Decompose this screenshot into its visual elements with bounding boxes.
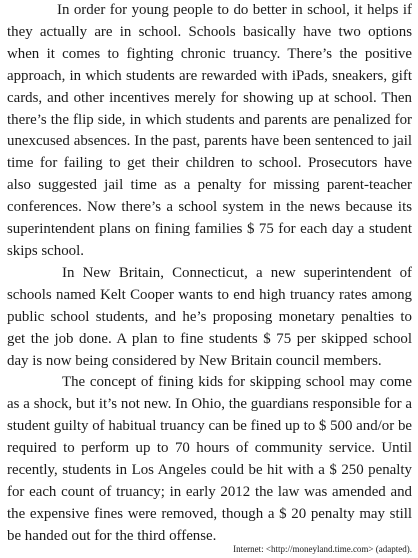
source-citation: Internet: <http://moneyland.time.com> (adapted). [233, 544, 412, 554]
paragraph-3: The concept of fining kids for skipping school may come as a shock, but it’s not new. In Ohio, the guardians responsible for a student guilty of habitual truancy can be fined up to $ 500 and/or be required to perform up to 70 hours of community service. Until recently, students in Los Angeles could be hit with a $ 250 penalty for each count of truancy; in early 2012 the law was amended and the expensive fines were removed, though a $ 20 penalty may still be handed out for the third offense. [7, 374, 412, 544]
paragraph-2: In New Britain, Connecticut, a new superintendent of schools named Kelt Cooper wants to end high truancy rates among public school students, and he’s proposing monetary penalties to get the job done. A plan to fine students $ 75 per skipped school day is now being considered by New Britain council members. [7, 264, 412, 369]
paragraph-1: In order for young people to do better in school, it helps if they actually are in school. Schools basically have two options when it comes to fighting chronic truancy. There’s the positive approach, in which students are rewarded with iPads, sneakers, gift cards, and other incentives merely for showing up at school. Then there’s the flip side, in which students and parents are penalized for unexcused absences. In the past, parents have been sentenced to jail time for failing to get their children to school. Prosecutors have also suggested jail time as a penalty for missing parent-teacher conferences. Now there’s a school system in the news because its superintendent plans on fining families $ 75 for each day a student skips school. [7, 2, 412, 259]
